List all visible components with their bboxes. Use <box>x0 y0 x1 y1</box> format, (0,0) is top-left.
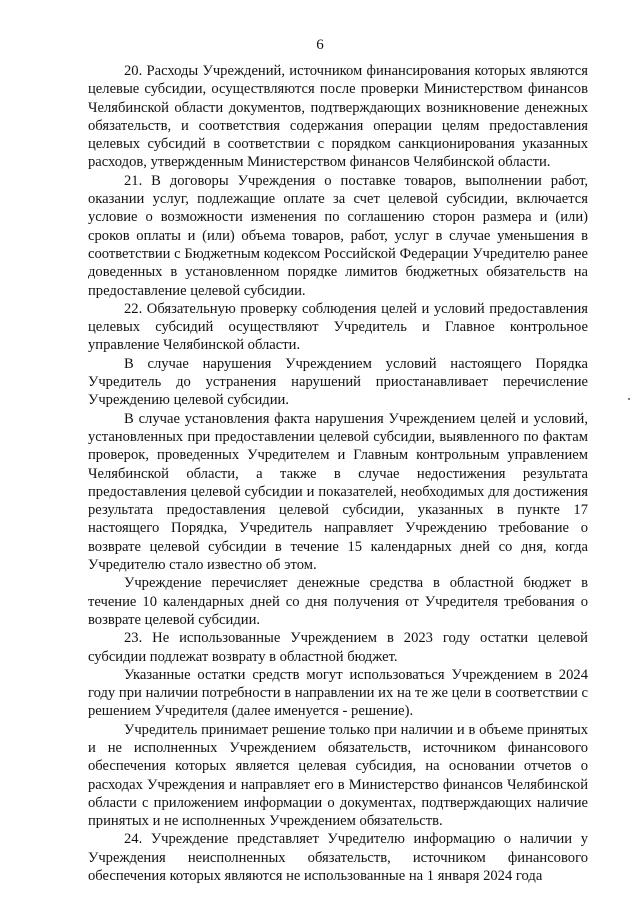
paragraph-23-decision: Учредитель принимает решение только при наличии и в объеме принятых и не исполненных Учреждением обязательств, источником финансового обеспечения которых является целевая субсидия, на основании отчетов о расходах Учреждения и направляет его в Министерство финансов Челябинской области с приложением информации о документах, подтверждающих наличие принятых и не исполненных Учреждением обязательств. <box>88 721 588 830</box>
document-body <box>88 62 588 885</box>
paragraph-23-remaining-funds: Указанные остатки средств могут использоваться Учреждением в 2024 году при наличии потребности в направлении их на те же цели в соответствии с решением Учредителя (далее именуется - решение). <box>88 666 588 720</box>
paragraph-24: 24. Учреждение представляет Учредителю информацию о наличии у Учреждения неисполненных обязательств, источником финансового обеспечения которых являются не использованные на 1 января 2024 года <box>88 831 588 885</box>
paragraph-22: 22. Обязательную проверку соблюдения целей и условий предоставления целевых субсидий осуществляют Учредитель и Главное контрольное управление Челябинской области. <box>88 300 588 354</box>
scan-dot <box>628 398 630 400</box>
paragraph-20: 20. Расходы Учреждений, источником финансирования которых являются целевые субсидии, осуществляются после проверки Министерством финансов Челябинской области документов, подтверждающих возникновение денежных обязательств, и соответствия содержания операции целям предоставления целевых субсидий в соответствии с порядком санкционирования указанных расходов, утвержденным Министерством финансов Челябинской области. <box>88 63 588 171</box>
page-number: 6 <box>316 37 324 53</box>
paragraph-22-return-requirement: В случае установления факта нарушения Учреждением целей и условий, установленных при предоставлении целевой субсидии, выявленного по фактам проверок, проведенных Учредителем и Главным контрольным управлением Челябинской области, а также в случае недостижения результата предоставления целевой субсидии и показателей, необходимых для достижения результата предоставления целевой субсидии, указанных в пункте 17 настоящего Порядка, Учредитель направляет Учреждению требование о возврате целевой субсидии в течение 15 календарных дней со дня, когда Учредителю стало известно об этом. <box>88 410 588 574</box>
paragraph-21: 21. В договоры Учреждения о поставке товаров, выполнении работ, оказании услуг, подлежащие оплате за счет целевой субсидии, включается условие о возможности изменения по соглашению сторон размера и (или) сроков оплаты и (или) объема товаров, работ, услуг в случае уменьшения в соответствии с Бюджетным кодексом Российской Федерации Учредителю ранее доведенных в установленном порядке лимитов бюджетных обязательств на предоставление целевой субсидии. <box>88 172 588 299</box>
paragraph-22-violation-suspension: В случае нарушения Учреждением условий настоящего Порядка Учредитель до устранения нарушений приостанавливает перечисление Учреждению целевой субсидии. <box>88 355 588 409</box>
paragraph-22-refund-term: Учреждение перечисляет денежные средства в областной бюджет в течение 10 календарных дней со дня получения от Учредителя требования о возврате целевой субсидии. <box>88 575 588 628</box>
paragraph-23: 23. Не использованные Учреждением в 2023 году остатки целевой субсидии подлежат возврату в областной бюджет. <box>88 630 588 665</box>
